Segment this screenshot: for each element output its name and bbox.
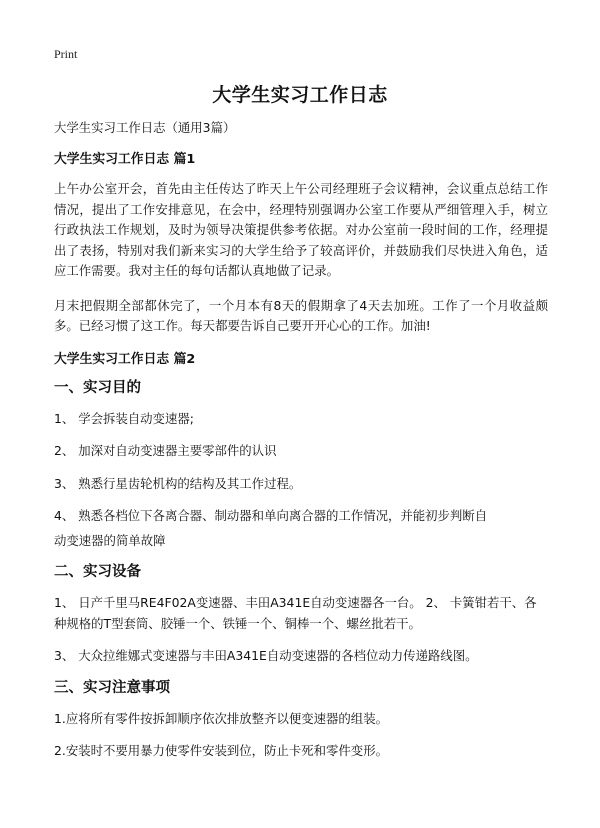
document-title: 大学生实习工作日志 — [212, 84, 388, 106]
article-1-paragraph-2: 月末把假期全部都休完了，一个月本有8天的假期拿了4天去加班。工作了一个月收益颇多。已经习惯了这工作。每天都要告诉自己要开开心心的工作。加油! — [54, 297, 548, 333]
equipment-item-1: 1、 日产千里马RE4F02A变速器、丰田A341E自动变速器各一台。 2、 卡簧钳若干、各种规格的T型套筒、胶锤一个、铁锤一个、铜棒一个、螺丝批若干。 — [54, 595, 537, 631]
article-1-heading: 大学生实习工作日志 篇1 — [54, 152, 196, 167]
document-subtitle: 大学生实习工作日志（通用3篇） — [54, 120, 236, 135]
equipment-heading: 二、实习设备 — [54, 564, 141, 580]
notes-item-1: 1.应将所有零件按拆卸顺序依次排放整齐以便变速器的组装。 — [54, 710, 388, 726]
purpose-item-2: 2、 加深对自动变速器主要零部件的认识 — [54, 443, 277, 458]
article-2-heading: 大学生实习工作日志 篇2 — [54, 351, 196, 367]
purpose-item-4: 4、 熟悉各档位下各离合器、制动器和单向离合器的工作情况，并能初步判断自 — [54, 508, 488, 523]
purpose-heading: 一、实习目的 — [54, 379, 141, 396]
purpose-item-3: 3、 熟悉行星齿轮机构的结构及其工作过程。 — [54, 475, 302, 491]
notes-heading: 三、实习注意事项 — [54, 679, 170, 696]
purpose-item-4-continuation: 动变速器的简单故障 — [54, 532, 166, 548]
print-link[interactable]: Print — [54, 47, 78, 61]
equipment-item-2: 3、 大众拉维娜式变速器与丰田A341E自动变速器的各档位动力传递路线图。 — [54, 648, 478, 663]
article-1-paragraph-1: 上午办公室开会，首先由主任传达了昨天上午公司经理班子会议精神，会议重点总结工作情况，提出了工作安排意见，在会中，经理特别强调办公室工作要从严细管理入手，树立行政执法工作规划，及时为领导决策提供参考依据。对办公室前一段时间的工作，经理提出了表扬，特别对我们新来实习的大学生给予了较高评价，并鼓励我们尽快进入角色，适应工作需要。我对主任的每句话都认真地做了记录。 — [54, 181, 548, 278]
notes-item-2: 2.安装时不要用暴力使零件安装到位，防止卡死和零件变形。 — [54, 743, 388, 758]
purpose-item-1: 1、 学会拆装自动变速器; — [54, 410, 194, 426]
document-content — [54, 119, 548, 774]
